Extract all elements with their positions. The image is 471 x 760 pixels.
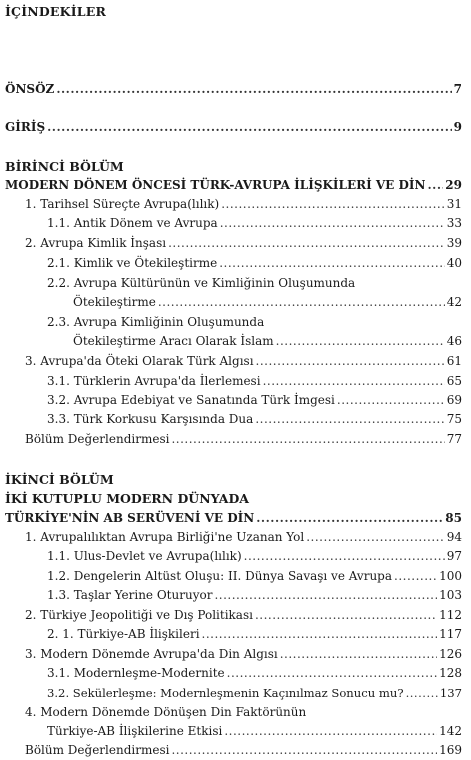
toc-leader-dots <box>263 372 445 391</box>
part1-heading: BİRİNCİ BÖLÜM <box>5 159 124 174</box>
toc-entry-label: 1. Avrupalılıktan Avrupa Birliği'ne Uzanan Yol <box>25 530 305 544</box>
toc-leader-dots <box>221 195 445 214</box>
toc-entry-giris[interactable] <box>5 118 462 137</box>
toc-entry[interactable] <box>25 741 462 760</box>
toc-entry-label: MODERN DÖNEM ÖNCESİ TÜRK-AVRUPA İLİŞKİLERİ VE DİN <box>5 178 426 192</box>
toc-entry-label: 1.2. Dengelerin Altüst Oluşu: II. Dünya Savaşı ve Avrupa <box>47 569 393 583</box>
toc-entry-page: 65 <box>446 374 462 388</box>
toc-entry-page: 33 <box>446 216 462 230</box>
toc-entry-label: Ötekileştirme Aracı Olarak İslam <box>73 334 274 348</box>
toc-entry-label: 2. Avrupa Kimlik İnşası <box>25 236 167 250</box>
toc-entry-label: ÖNSÖZ <box>5 82 55 96</box>
toc-entry[interactable] <box>25 528 462 547</box>
toc-entry-page: 7 <box>453 82 462 96</box>
toc-leader-dots <box>428 176 444 195</box>
toc-leader-dots <box>244 547 445 566</box>
toc-entry-page: 77 <box>446 432 462 446</box>
toc-leader-dots <box>220 214 445 233</box>
toc-entry-page: 40 <box>446 256 462 270</box>
toc-leader-dots <box>214 586 437 605</box>
toc-entry-page: 169 <box>439 743 462 757</box>
toc-entry[interactable] <box>47 664 462 683</box>
toc-entry-label-line1: 2.2. Avrupa Kültürünün ve Kimliğinin Oluşumunda <box>47 276 356 290</box>
toc-entry[interactable] <box>73 293 462 312</box>
toc-entry[interactable] <box>47 567 462 586</box>
toc-entry-page: 100 <box>439 569 462 583</box>
toc-entry-label: 3. Avrupa'da Öteki Olarak Türk Algısı <box>25 354 254 368</box>
part1-title-entry[interactable] <box>5 176 462 195</box>
toc-entry-page: 142 <box>439 724 462 738</box>
toc-entry-label: GİRİŞ <box>5 120 46 134</box>
toc-leader-dots <box>56 80 451 99</box>
toc-entry[interactable] <box>25 352 462 371</box>
toc-entry-page: 29 <box>445 178 462 192</box>
toc-entry-label: TÜRKİYE'NİN AB SERÜVENİ VE DİN <box>5 511 255 525</box>
toc-entry-label: 3.1. Türklerin Avrupa'da İlerlemesi <box>47 374 261 388</box>
toc-entry[interactable] <box>47 722 462 741</box>
toc-entry[interactable] <box>47 625 462 644</box>
toc-entry[interactable] <box>47 391 462 410</box>
part2-heading: İKİNCİ BÖLÜM <box>5 472 114 487</box>
toc-leader-dots <box>227 664 437 683</box>
toc-leader-dots <box>276 332 445 351</box>
toc-entry-page: 117 <box>439 627 462 641</box>
toc-entry-page: 137 <box>439 686 462 700</box>
toc-entry[interactable] <box>25 645 462 664</box>
toc-leader-dots <box>394 567 437 586</box>
toc-entry-label: 1.3. Taşlar Yerine Oturuyor <box>47 588 213 602</box>
toc-entry-page: 31 <box>446 197 462 211</box>
toc-entry-label: 3.2. Avrupa Edebiyat ve Sanatında Türk İmgesi <box>47 393 335 407</box>
toc-entry[interactable] <box>47 547 462 566</box>
toc-entry-label: 3. Modern Dönemde Avrupa'da Din Algısı <box>25 647 278 661</box>
toc-entry-page: 69 <box>446 393 462 407</box>
toc-entry-label: 1.1. Antik Dönem ve Avrupa <box>47 216 218 230</box>
toc-entry-page: 9 <box>453 120 462 134</box>
toc-leader-dots <box>224 722 437 741</box>
toc-entry-label: Bölüm Değerlendirmesi <box>25 432 170 446</box>
toc-entry-label: Ötekileştirme <box>73 295 156 309</box>
toc-entry-label: 3.2. Sekülerleşme: Modernleşmenin Kaçınılmaz Sonucu mu? <box>47 686 404 700</box>
toc-leader-dots <box>158 293 445 312</box>
toc-entry-page: 128 <box>439 666 462 680</box>
toc-leader-dots <box>306 528 444 547</box>
toc-title: İÇİNDEKİLER <box>5 4 107 19</box>
toc-entry-label-line1: 4. Modern Dönemde Dönüşen Din Faktörünün <box>25 705 307 719</box>
toc-entry-page: 97 <box>446 549 462 563</box>
toc-leader-dots <box>406 684 438 703</box>
toc-leader-dots <box>219 254 445 273</box>
toc-entry-page: 94 <box>446 530 462 544</box>
toc-leader-dots <box>256 509 443 528</box>
toc-entry-page: 85 <box>445 511 462 525</box>
toc-leader-dots <box>256 352 445 371</box>
part2-title-entry[interactable] <box>5 509 462 528</box>
toc-entry-label: 3.3. Türk Korkusu Karşısında Dua <box>47 412 254 426</box>
toc-entry-label: 1. Tarihsel Süreçte Avrupa(lılık) <box>25 197 220 211</box>
toc-leader-dots <box>255 410 444 429</box>
toc-entry[interactable] <box>47 586 462 605</box>
toc-entry-label: 2. Türkiye Jeopolitiği ve Dış Politikası <box>25 608 253 622</box>
toc-leader-dots <box>171 741 437 760</box>
toc-entry-page: 61 <box>446 354 462 368</box>
toc-entry-page: 75 <box>446 412 462 426</box>
toc-entry[interactable] <box>25 234 462 253</box>
toc-leader-dots <box>337 391 445 410</box>
toc-entry[interactable] <box>47 684 462 703</box>
toc-entry-label: 2. 1. Türkiye-AB İlişkileri <box>47 627 200 641</box>
toc-entry[interactable] <box>25 606 462 625</box>
toc-leader-dots <box>171 430 444 449</box>
toc-entry[interactable] <box>25 195 462 214</box>
toc-entry-page: 112 <box>439 608 462 622</box>
toc-entry[interactable] <box>47 410 462 429</box>
toc-entry[interactable] <box>25 430 462 449</box>
toc-entry-label: 3.1. Modernleşme-Modernite <box>47 666 225 680</box>
toc-leader-dots <box>255 606 437 625</box>
toc-entry[interactable] <box>47 214 462 233</box>
toc-entry-page: 42 <box>446 295 462 309</box>
toc-entry-page: 126 <box>439 647 462 661</box>
toc-entry-page: 39 <box>446 236 462 250</box>
toc-leader-dots <box>280 645 437 664</box>
toc-leader-dots <box>168 234 445 253</box>
toc-entry-onsoz[interactable] <box>5 80 462 99</box>
toc-entry-label: 1.1. Ulus-Devlet ve Avrupa(lılık) <box>47 549 242 563</box>
toc-entry[interactable] <box>73 332 462 351</box>
toc-entry-label: Bölüm Değerlendirmesi <box>25 743 170 757</box>
toc-entry-label-line1: 2.3. Avrupa Kimliğinin Oluşumunda <box>47 315 265 329</box>
toc-leader-dots <box>47 118 452 137</box>
toc-entry[interactable] <box>47 254 462 273</box>
toc-entry-page: 46 <box>446 334 462 348</box>
part2-title-line1: İKİ KUTUPLU MODERN DÜNYADA <box>5 491 249 506</box>
toc-entry[interactable] <box>47 372 462 391</box>
toc-entry-label: Türkiye-AB İlişkilerine Etkisi <box>47 724 223 738</box>
toc-entry-page: 103 <box>439 588 462 602</box>
toc-entry-label: 2.1. Kimlik ve Ötekileştirme <box>47 256 218 270</box>
toc-leader-dots <box>202 625 438 644</box>
